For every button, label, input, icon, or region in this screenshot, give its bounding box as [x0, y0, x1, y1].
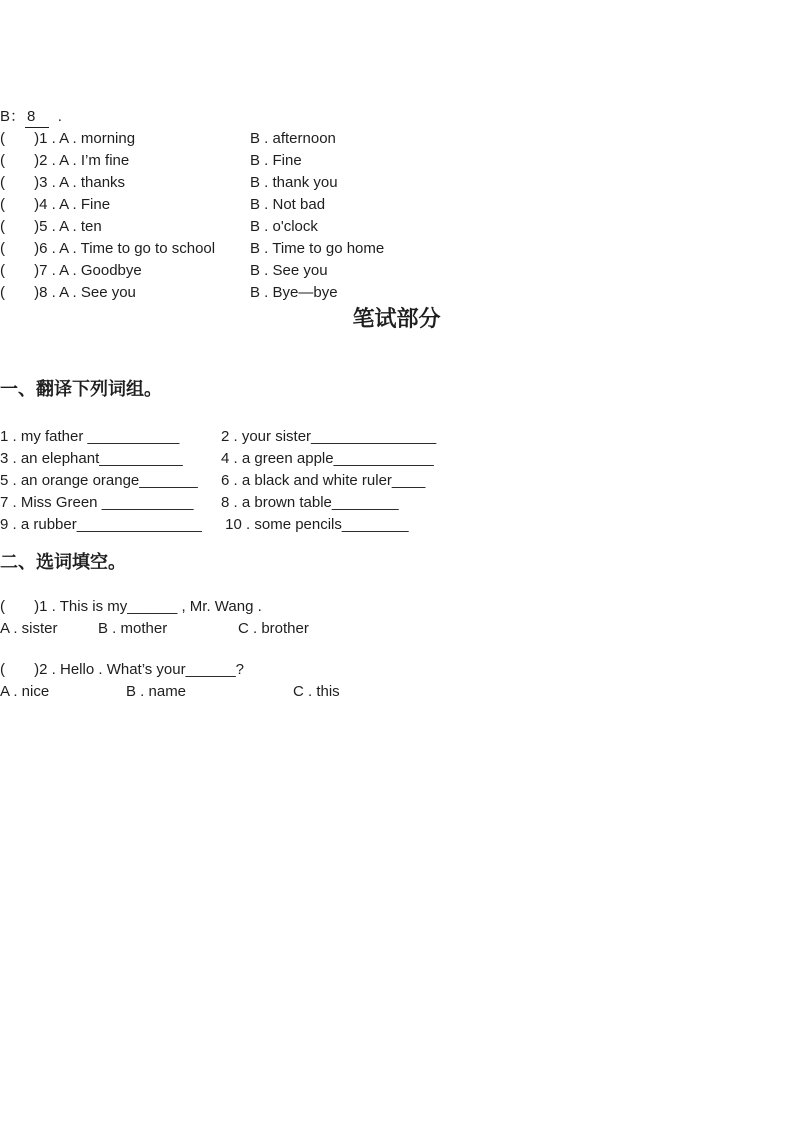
choice-row-6 — [0, 238, 793, 260]
choice-1-option-b: B . afternoon — [250, 130, 336, 147]
fill-question-2-option-a: A . nice — [0, 683, 50, 700]
translate-row-2 — [0, 448, 793, 470]
choice-6-option-a: ( )6 . A . Time to go to school — [0, 240, 216, 257]
translate-item-10: 10 . some pencils________ — [221, 516, 409, 533]
translate-item-2: 2 . your sister_______________ — [221, 428, 437, 445]
choice-row-7 — [0, 260, 793, 282]
section1-title: 一、翻译下列词组。 — [0, 379, 162, 399]
translate-row-5 — [0, 514, 793, 536]
choice-8-option-b: B . Bye—bye — [250, 284, 338, 301]
choice-row-2 — [0, 150, 793, 172]
answer-line-suffix: . — [49, 108, 62, 125]
choice-2-option-b: B . Fine — [250, 152, 302, 169]
answer-line — [0, 106, 793, 128]
choice-row-1 — [0, 128, 793, 150]
fill-question-2-options — [0, 681, 793, 703]
translate-item-8: 8 . a brown table________ — [221, 494, 399, 511]
choice-3-option-a: ( )3 . A . thanks — [0, 174, 126, 191]
translate-row-1 — [0, 426, 793, 448]
translate-item-4: 4 . a green apple____________ — [221, 450, 434, 467]
translate-item-6: 6 . a black and white ruler____ — [221, 472, 426, 489]
section2-title: 二、选词填空。 — [0, 552, 126, 572]
fill-question-1-stem: ( )1 . This is my______ , Mr. Wang . — [0, 598, 262, 615]
translate-item-5: 5 . an orange orange_______ — [0, 472, 198, 489]
fill-question-2-option-c: C . this — [293, 683, 340, 700]
answer-line-blank: 8 — [25, 108, 49, 128]
choice-8-option-a: ( )8 . A . See you — [0, 284, 136, 301]
fill-question-1-options — [0, 618, 793, 640]
choice-row-5 — [0, 216, 793, 238]
fill-question-2-stem: ( )2 . Hello . What’s your______? — [0, 661, 245, 678]
choice-2-option-a: ( )2 . A . I’m fine — [0, 152, 130, 169]
choice-7-option-b: B . See you — [250, 262, 328, 279]
choice-row-3 — [0, 172, 793, 194]
translate-item-3: 3 . an elephant__________ — [0, 450, 183, 467]
answer-line-prefix: B： — [0, 108, 26, 125]
fill-question-1-option-a: A . sister — [0, 620, 58, 637]
choice-row-4 — [0, 194, 793, 216]
fill-question-1-option-c: C . brother — [238, 620, 309, 637]
translate-item-9: 9 . a rubber_______________ — [0, 516, 202, 533]
translate-row-3 — [0, 470, 793, 492]
choice-row-8 — [0, 282, 793, 304]
choice-3-option-b: B . thank you — [250, 174, 338, 191]
choice-1-option-a: ( )1 . A . morning — [0, 130, 136, 147]
choice-6-option-b: B . Time to go home — [250, 240, 385, 257]
choice-5-option-a: ( )5 . A . ten — [0, 218, 102, 235]
written-section-heading: 笔试部分 — [352, 306, 441, 331]
translate-item-1: 1 . my father ___________ — [0, 428, 180, 445]
translate-item-7: 7 . Miss Green ___________ — [0, 494, 194, 511]
fill-question-2-option-b: B . name — [126, 683, 187, 700]
translate-row-4 — [0, 492, 793, 514]
choice-4-option-b: B . Not bad — [250, 196, 326, 213]
choice-7-option-a: ( )7 . A . Goodbye — [0, 262, 142, 279]
choice-4-option-a: ( )4 . A . Fine — [0, 196, 111, 213]
choice-5-option-b: B . o'clock — [250, 218, 318, 235]
fill-question-1-option-b: B . mother — [98, 620, 168, 637]
